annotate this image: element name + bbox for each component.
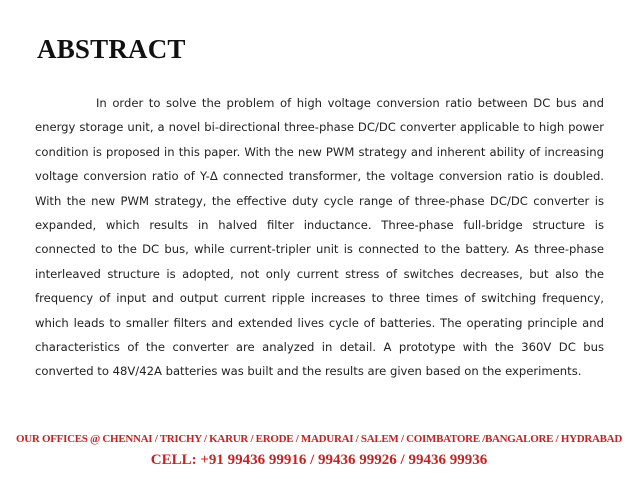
slide-title: ABSTRACT xyxy=(37,34,186,64)
cell-numbers: CELL: +91 99436 99916 / 99436 99926 / 99436 99936 xyxy=(150,452,488,468)
abstract-paragraph: In order to solve the problem of high voltage conversion ratio between DC bus and energy storage unit, a novel bi-directional three-phase DC/DC converter applicable to high power condition is proposed in this paper. With the new PWM strategy and inherent ability of increasing voltage conversion ratio of Y-Δ connected transformer, the voltage conversion ratio is doubled. With the new PWM strategy, the effective duty cycle range of three-phase DC/DC converter is expanded, which results in halved filter inductance. Three-phase full-bridge structure is connected to the DC bus, while current-tripler unit is connected to the battery. As three-phase interleaved structure is adopted, not only current stress of switches decreases, but also the frequency of input and output current ripple increases to three times of switching frequency, which leads to smaller filters and extended lives cycle of batteries. The operating principle and characteristics of the converter are analyzed in detail. A prototype with the 360V DC bus converted to 48V/42A batteries was built and the results are given based on the experiments. xyxy=(35,96,604,379)
offices-line: OUR OFFICES @ CHENNAI / TRICHY / KARUR / ERODE / MADURAI / SALEM / COIMBATORE /BANGALORE / HYDRABAD xyxy=(16,433,622,445)
footer xyxy=(0,432,638,471)
